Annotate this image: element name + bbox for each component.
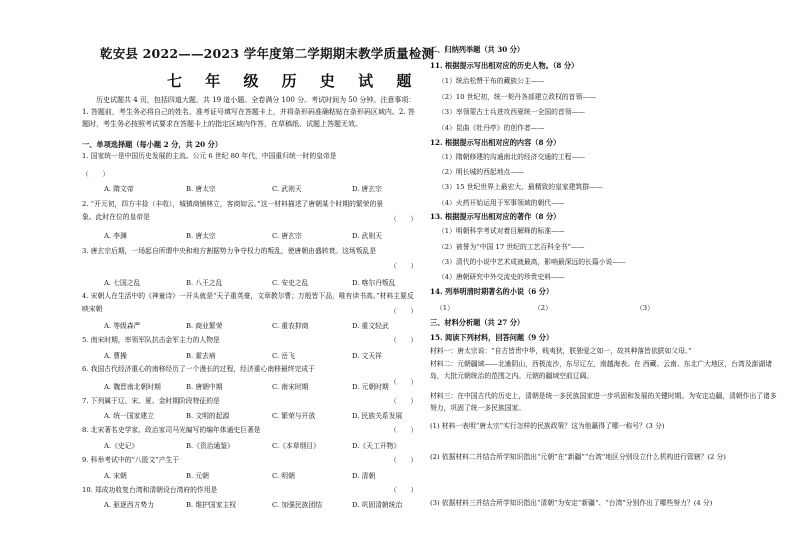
q1-option-d: D. 唐玄宗 — [352, 185, 382, 193]
q9-option-c: C. 明朝 — [272, 472, 295, 480]
q4-option-a: A. 等级森严 — [104, 322, 141, 330]
q13-item-4: （4）唐朝研究中外交流史的珍贵史料—— — [438, 273, 565, 281]
q10-stem: 10. 郑成功收复台湾和清朝设台湾府的作用是 — [82, 486, 218, 494]
q13-item-2: （2）被誉为“中国 17 世纪的工艺百科全书”—— — [438, 243, 585, 251]
q12-item-4: （4）火药开始运用于军事领域的朝代—— — [438, 199, 565, 207]
q6-option-a: A. 魏晋南北朝时期 — [104, 383, 161, 391]
q7-stem: 7. 下列属于辽、宋、夏、金时期阶段特征的是 — [82, 397, 220, 405]
q13-item-3: （3）清代的小说中艺术成就最高，影响最深远的长篇小说—— — [438, 258, 626, 266]
q6-option-b: B. 唐朝中期 — [186, 383, 223, 391]
q4-option-c: C. 重农抑商 — [272, 322, 309, 330]
q12-item-1: （1）隋朝修建的沟通南北的经济交通的工程—— — [438, 153, 586, 161]
q11-item-3: （3）率领蒙古士兵进攻西夏统一全国的首领—— — [438, 108, 586, 116]
q6-answer-bracket: （ ） — [390, 378, 418, 386]
q9-answer-bracket: （ ） — [390, 456, 418, 464]
q7-option-c: C. 繁荣与开放 — [272, 412, 316, 420]
q13-title: 13. 根据提示写出相对应的著作（8 分） — [430, 212, 561, 221]
q1-option-b: B. 唐太宗 — [186, 185, 216, 193]
q7-option-b: B. 文明的起源 — [186, 412, 230, 420]
q10-option-b: B. 维护国家主权 — [186, 501, 237, 509]
q12-title: 12. 根据提示写出相对应的内容（8 分） — [430, 138, 561, 147]
q8-option-d: D.《天工开物》 — [352, 442, 401, 450]
q14-title: 14. 列举明清时期著名的小说（6 分） — [430, 287, 554, 296]
q2-option-c: C. 唐玄宗 — [272, 232, 302, 240]
q2-stem: 2. “开元初，四方丰捻（丰收），城镇商铺林立，客商如云。”这一材料描述了唐朝某个时期的繁荣的景象。此时在位的皇帝是 — [82, 200, 384, 221]
q3-option-a: A. 七国之乱 — [104, 279, 141, 287]
q3-option-c: C. 安史之乱 — [272, 279, 309, 287]
q12-item-2: （2）明长城的西起地点—— — [438, 168, 524, 176]
q4-option-d: D. 重文轻武 — [352, 322, 389, 330]
q15-subquestion-2: (2) 依据材料二并结合所学知识指出“元朝”在“新疆”“台湾”地区分别设立什么机构进行管辖？(2 分) — [430, 453, 726, 461]
q9-option-d: D. 清朝 — [352, 472, 376, 480]
q2-option-d: D. 武则天 — [352, 232, 382, 240]
q5-answer-bracket: （ ） — [390, 336, 418, 344]
q10-option-d: D. 巩固清朝统治 — [352, 501, 403, 509]
q7-answer-bracket: （ ） — [390, 397, 418, 405]
q15-subquestion-3: (3) 依据材料三并结合所学知识指出“清朝”为安定“新疆”、“台湾”分别作出了哪些努力？(4 分) — [430, 499, 713, 507]
q8-option-b: B.《资治通鉴》 — [186, 442, 234, 450]
section3-title: 三、材料分析题（共 27 分） — [430, 318, 525, 327]
q1-option-a: A. 隋文帝 — [104, 185, 134, 193]
q10-option-a: A. 驱逐西方势力 — [104, 501, 155, 509]
q7-option-a: A. 统一国家建立 — [104, 412, 155, 420]
exam-subtitle: 七 年 级 历 史 试 题 — [167, 72, 421, 90]
q2-answer-bracket: （ ） — [390, 215, 418, 223]
q12-item-3: （3）15 世纪世界上最宏大、最精致的皇家建筑群—— — [438, 183, 603, 191]
exam-title: 乾安县 2022——2023 学年度第二学期期末教学质量检测 — [100, 46, 435, 61]
q5-option-d: D. 文天祥 — [352, 352, 382, 360]
q6-option-c: C. 南宋时期 — [272, 383, 309, 391]
q1-stem: 1. 国家统一是中国历史发展的主流。公元 6 世纪 80 年代，中国重归统一时的皇帝是 — [82, 152, 337, 160]
q8-option-a: A.《史记》 — [104, 442, 139, 450]
q8-option-c: C.《本草纲目》 — [272, 442, 320, 450]
q1-option-c: C. 武则天 — [272, 185, 302, 193]
q3-option-d: D. 喀尔丹叛乱 — [352, 279, 396, 287]
q3-stem: 3. 唐玄宗后期，一场起自所谓中央和地方割据势力争夺权力的叛乱，使唐朝由盛转衰。这场叛乱是 — [82, 247, 377, 255]
q5-option-c: C. 岳飞 — [272, 352, 295, 360]
q3-answer-bracket: （ ） — [390, 262, 418, 270]
q11-item-4: （4）昆曲《牡丹亭》的创作者—— — [438, 124, 545, 132]
q8-stem: 8. 北宋著名史学家、政治家司马光编写的编年体通史巨著是 — [82, 426, 261, 434]
q2-option-b: B. 唐太宗 — [186, 232, 216, 240]
q4-stem: 4. 宋朝人在生活中的《神童诗》一开头就是“天子重英豪，文章教尔曹；万般皆下品，唯有读书高。”材料主要反映宋朝 — [82, 292, 414, 313]
q10-option-c: C. 加强民族团结 — [272, 501, 323, 509]
q4-answer-bracket: （ ） — [390, 307, 418, 315]
q1-answer-bracket: （ ） — [82, 170, 110, 178]
q5-option-b: B. 霍去病 — [186, 352, 216, 360]
q2-option-a: A. 李渊 — [104, 232, 127, 240]
section2-title: 二、归纳列举题（共 30 分） — [430, 45, 525, 54]
q11-item-1: （1）统治松赞干布的藏族公主—— — [438, 77, 545, 85]
q10-answer-bracket: （ ） — [390, 486, 418, 494]
q9-option-a: A. 宋朝 — [104, 472, 127, 480]
q5-option-a: A. 曹操 — [104, 352, 127, 360]
exam-notice: 历史试题共 4 页，包括四道大题，共 19 道小题。全卷满分 100 分。考试时间为 50 分钟。注意事项：1. 答题前，考生务必将自己的姓名、准考证号填写在答题卡上，并将条形码准确粘贴在条形码区域内。2. 答题时，考生务必按照考试要求在答题卡上的指定区域内作答，在草稿纸、试题上答题无效。 — [82, 96, 416, 128]
q15-title: 15. 阅读下列材料，回答问题（9 分） — [430, 333, 554, 342]
q9-option-b: B. 元朝 — [186, 472, 209, 480]
q6-stem: 6. 我国古代经济重心的南移经历了一个漫长的过程，经济重心南移最终完成于 — [82, 365, 315, 373]
q11-title: 11. 根据提示写出相对应的历史人物。（8 分） — [430, 61, 579, 70]
q14-blank-2: （2） — [534, 304, 552, 312]
q4-option-b: B. 商业繁荣 — [186, 322, 223, 330]
q11-item-2: （2）10 世纪初，统一契丹各部建立政权的首领—— — [438, 93, 596, 101]
q15-material-2: 材料二：元朝疆域——北逾阴山，西极流沙，东尽辽左，南越海表。在 西藏、云南、东北广大地区，台湾及澎湖诸岛，大批元朝统治的范围之内。元朝的疆域空前辽阔。 — [430, 360, 773, 381]
q8-answer-bracket: （ ） — [390, 426, 418, 434]
q7-option-d: D. 民族关系发展 — [352, 412, 403, 420]
q5-stem: 5. 南宋时期，率领军队抗击金军主力的人物是 — [82, 336, 220, 344]
q9-stem: 9. 科举考试中的“八股文”产生于 — [82, 456, 180, 464]
q3-option-b: B. 八王之乱 — [186, 279, 223, 287]
q14-blank-3: （3） — [636, 304, 654, 312]
section1-title: 一、单项选择题（每小题 2 分，共 20 分） — [82, 140, 223, 149]
q14-blank-1: （1） — [436, 304, 454, 312]
q13-item-1: （1）明朝科学考试对着目解释的标准—— — [438, 227, 565, 235]
q6-option-d: D. 元朝时期 — [352, 383, 389, 391]
q15-material-3: 材料三：在中国古代的历史上，清朝是统一多民族国家进一步巩固和发展的关键时期。为安定边疆，清朝作出了诸多努力，巩固了统一多民族国家。 — [430, 392, 777, 413]
q15-material-1: 材料一：唐太宗说：“自古皆贵中华，贱夷狄，朕独爱之如一，故其种落皆依朕如父母。” — [430, 347, 692, 355]
q15-subquestion-1: (1) 材料一表明“唐太宗”实行怎样的民族政策？这为他赢得了哪一称号？(3 分) — [430, 422, 665, 430]
